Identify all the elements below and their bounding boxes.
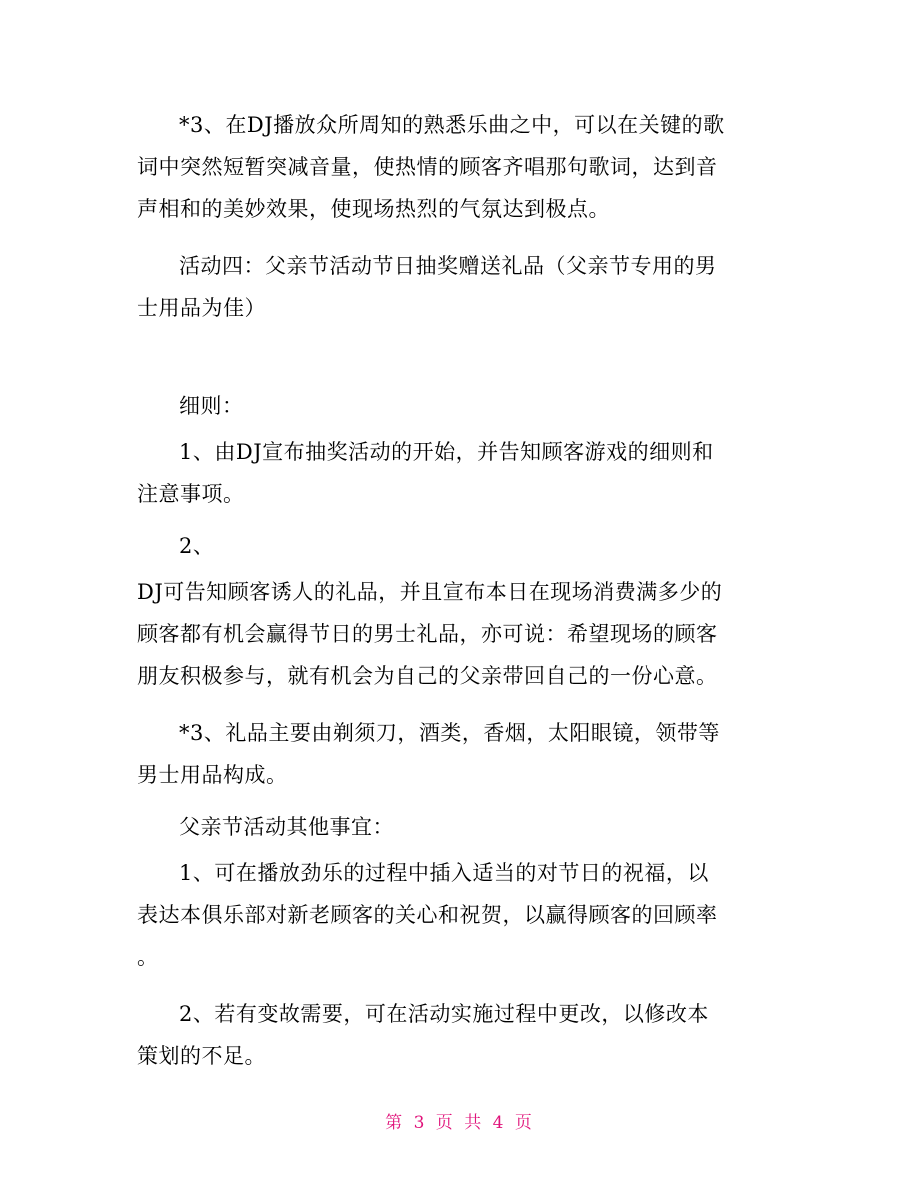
text-line: 2、 <box>179 534 215 558</box>
paragraph-other-two <box>137 993 787 1077</box>
text-line: *3、在DJ播放众所周知的熟悉乐曲之中，可以在关键的歌 <box>179 113 725 137</box>
paragraph-other-matters-heading <box>137 806 787 848</box>
paragraph-rule-two-number <box>137 525 787 567</box>
paragraph-dj-volume <box>137 104 787 230</box>
paragraph-rules-heading <box>137 385 787 427</box>
text-line: 士用品为佳） <box>137 296 266 320</box>
paragraph-activity-four <box>137 245 787 329</box>
paragraph-rule-two <box>137 571 787 697</box>
text-line: 细则： <box>179 394 244 418</box>
text-line: 父亲节活动其他事宜： <box>179 815 394 839</box>
text-line: 声相和的美妙效果，使现场热烈的气氛达到极点。 <box>137 197 610 221</box>
paragraph-other-one <box>137 852 787 978</box>
text-line: 男士用品构成。 <box>137 763 288 787</box>
text-line: 活动四：父亲节活动节日抽奖赠送礼品（父亲节专用的男 <box>179 254 717 278</box>
text-line: *3、礼品主要由剃须刀，酒类，香烟，太阳眼镜，领带等 <box>179 721 720 745</box>
text-line: 表达本俱乐部对新老顾客的关心和祝贺，以赢得顾客的回顾率 <box>137 903 718 927</box>
page-number-footer: 第 3 页 共 4 页 <box>385 1113 535 1133</box>
text-line: DJ可告知顾客诱人的礼品，并且宣布本日在现场消费满多少的 <box>137 580 723 604</box>
text-line: 。 <box>137 945 159 969</box>
text-line: 2、若有变故需要，可在活动实施过程中更改，以修改本 <box>179 1002 709 1026</box>
text-line: 词中突然短暂突减音量，使热情的顾客齐唱那句歌词，达到音 <box>137 155 718 179</box>
text-line: 朋友积极参与，就有机会为自己的父亲带回自己的一份心意。 <box>137 664 718 688</box>
text-line: 1、可在播放劲乐的过程中插入适当的对节日的祝福，以 <box>179 861 709 885</box>
text-line: 1、由DJ宣布抽奖活动的开始，并告知顾客游戏的细则和 <box>179 440 714 464</box>
text-line: 顾客都有机会赢得节日的男士礼品，亦可说：希望现场的顾客 <box>137 622 718 646</box>
text-line: 注意事项。 <box>137 482 245 506</box>
paragraph-rule-one <box>137 431 787 515</box>
paragraph-rule-three <box>137 712 787 796</box>
text-line: 策划的不足。 <box>137 1044 266 1068</box>
